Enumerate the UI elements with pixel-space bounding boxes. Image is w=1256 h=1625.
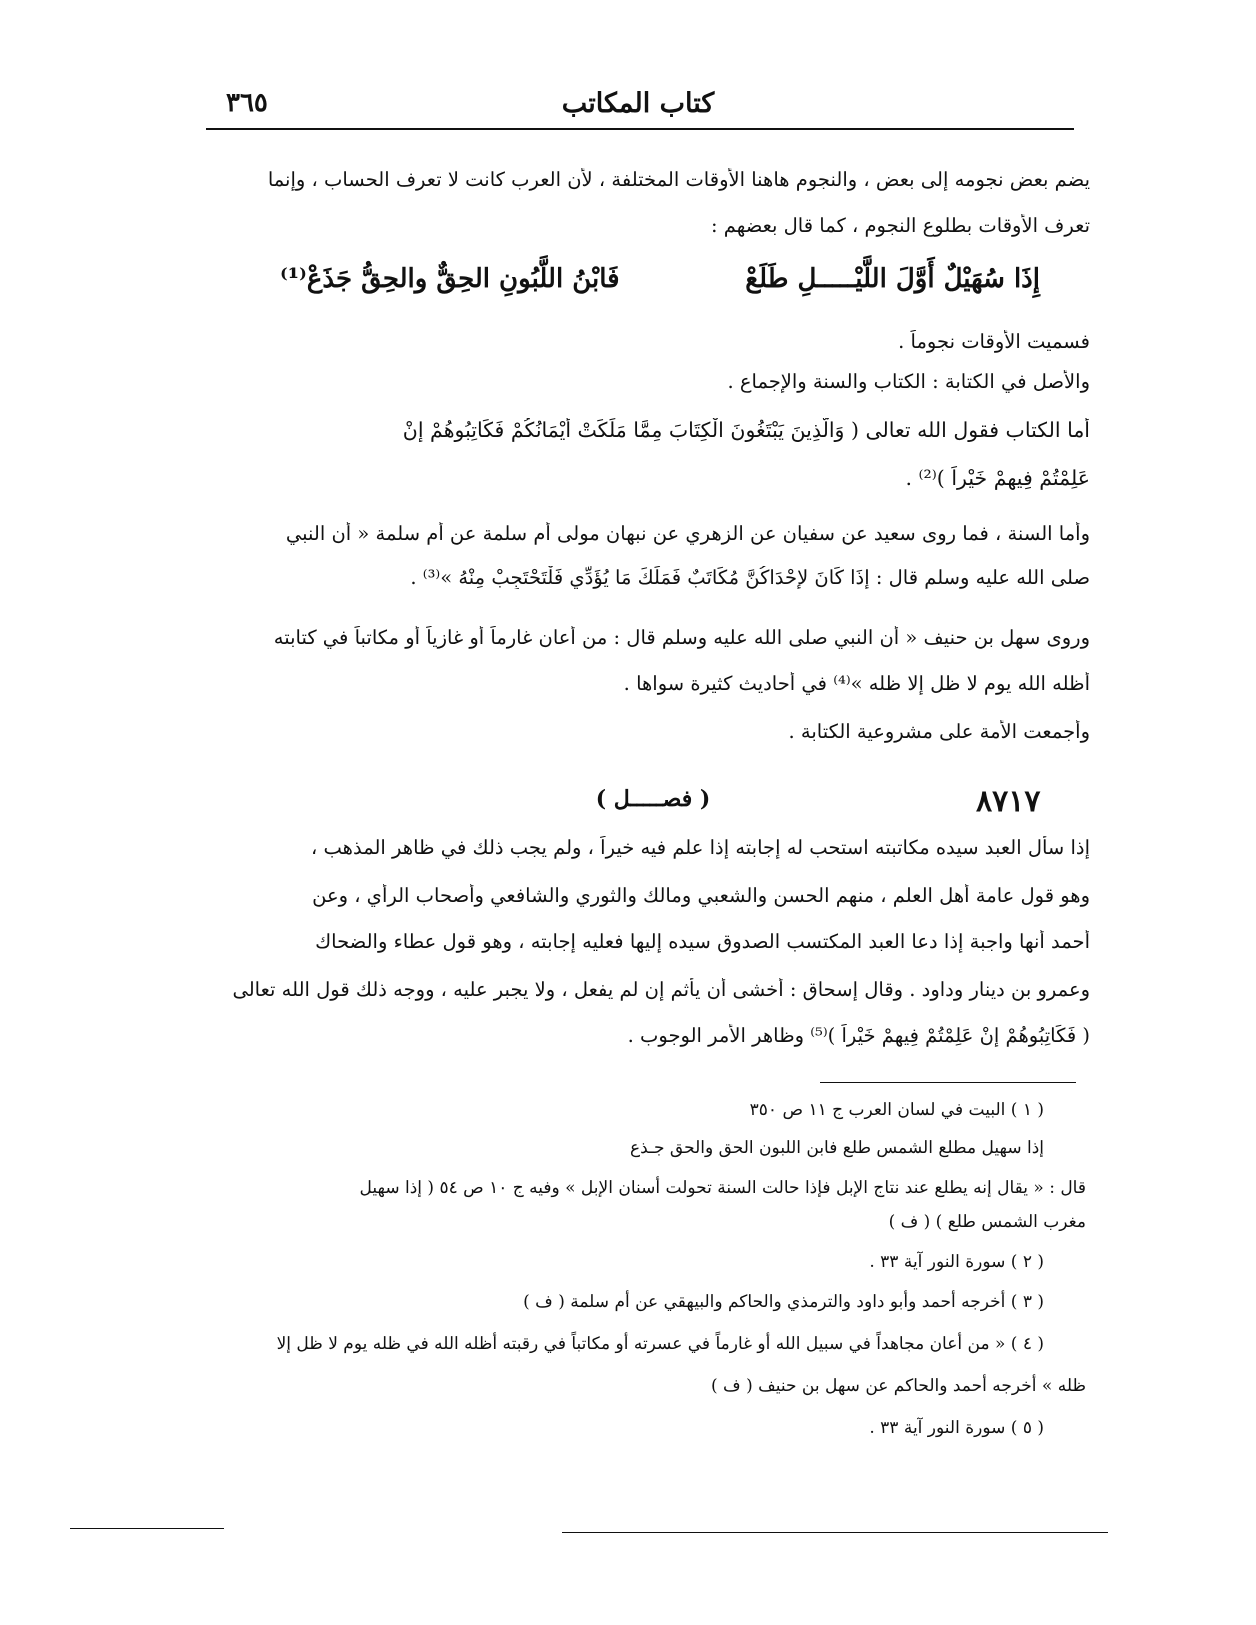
footnote-1-line-3: قال : « يقال إنه يطلع عند نتاج الإبل فإذا حالت السنة تحولت أسنان الإبل » وفيه ج ١٠ ص ٥٤ ( إذا سهيل bbox=[359, 1178, 1086, 1198]
paragraph-naming: فسميت الأوقات نجوماً . bbox=[898, 330, 1090, 353]
running-title: كتاب المكاتب bbox=[561, 88, 715, 119]
footnote-4-line-1: ( ٤ ) « من أعان مجاهداً في سبيل الله أو غارماً في عسرته أو مكاتباً في رقبته أظله الله في ظله يوم لا ظل إلا bbox=[276, 1334, 1044, 1354]
section-number: ٨٧١٧ bbox=[976, 784, 1041, 819]
footnote-2: ( ٢ ) سورة النور آية ٣٣ . bbox=[869, 1252, 1044, 1272]
section-line-1: إذا سأل العبد سيده مكاتبته استحب له إجابته إذا علم فيه خيراً ، ولم يجب ذلك في ظاهر المذهب ، bbox=[311, 836, 1090, 859]
section-line-2: وهو قول عامة أهل العلم ، منهم الحسن والشعبي ومالك والثوري والشافعي وأصحاب الرأي ، وعن bbox=[312, 884, 1090, 907]
paragraph-sunnah-line-2: صلى الله عليه وسلم قال : إِذَا كَانَ لإِحْدَاكُنَّ مُكَاتَبٌ فَمَلَكَ مَا يُؤَدِّي فَلْتَحْتَجِبْ مِنْهُ »⁽³⁾ . bbox=[410, 566, 1090, 589]
header-rule bbox=[206, 128, 1074, 130]
paragraph-consensus: وأجمعت الأمة على مشروعية الكتابة . bbox=[788, 720, 1090, 743]
page-number: ٣٦٥ bbox=[226, 88, 268, 118]
section-line-5: ( فَكَاتِبُوهُمْ إِنْ عَلِمْتُمْ فِيهِمْ خَيْراً )⁽⁵⁾ وظاهر الأمر الوجوب . bbox=[627, 1024, 1090, 1047]
paragraph-sources: والأصل في الكتابة : الكتاب والسنة والإجماع . bbox=[727, 370, 1090, 393]
footnote-5: ( ٥ ) سورة النور آية ٣٣ . bbox=[869, 1418, 1044, 1438]
intro-line-2: تعرف الأوقات بطلوع النجوم ، كما قال بعضهم : bbox=[710, 214, 1090, 237]
bottom-rule-left bbox=[70, 1528, 224, 1529]
section-line-3: أحمد أنها واجبة إذا دعا العبد المكتسب الصدوق سيده إليها فعليه إجابته ، وهو قول عطاء والضحاك bbox=[315, 930, 1090, 953]
verse-second-hemistich: فَابْنُ اللَّبُونِ الحِقٌّ والحِقُّ جَذَعْ⁽¹⁾ bbox=[280, 264, 620, 294]
section-line-4: وعمرو بن دينار وداود . وقال إسحاق : أخشى أن يأثم إن لم يفعل ، ولا يجبر عليه ، ووجه ذلك قول الله تعالى bbox=[232, 978, 1090, 1001]
footnote-1-line-1: ( ١ ) البيت في لسان العرب ج ١١ ص ٣٥٠ bbox=[749, 1100, 1044, 1120]
footnote-4-line-2: ظله » أخرجه أحمد والحاكم عن سهل بن حنيف ( ف ) bbox=[711, 1376, 1086, 1396]
footnote-3: ( ٣ ) أخرجه أحمد وأبو داود والترمذي والحاكم والبيهقي عن أم سلمة ( ف ) bbox=[523, 1292, 1044, 1312]
poetry-verse bbox=[280, 264, 1040, 304]
page-header bbox=[208, 88, 1068, 128]
footnote-1-line-2: إذا سهيل مطلع الشمس طلع فابن اللبون الحق والحق جـذع bbox=[629, 1138, 1044, 1158]
paragraph-sunnah-line-1: وأما السنة ، فما روى سعيد عن سفيان عن الزهري عن نبهان مولى أم سلمة عن أم سلمة « أن النبي bbox=[285, 522, 1090, 545]
paragraph-hadith-line-2: أظله الله يوم لا ظل إلا ظله »⁽⁴⁾ في أحاديث كثيرة سواها . bbox=[623, 672, 1090, 695]
section-title: ( فصـــــل ) bbox=[595, 786, 711, 812]
bottom-rule-right bbox=[562, 1532, 1108, 1533]
intro-line-1: يضم بعض نجومه إلى بعض ، والنجوم هاهنا الأوقات المختلفة ، لأن العرب كانت لا تعرف الحساب ، وإنما bbox=[267, 168, 1090, 191]
verse-first-hemistich: إِذَا سُهَيْلٌ أَوَّلَ اللَّيْـــــلِ طَلَعْ bbox=[745, 264, 1040, 294]
paragraph-hadith-line-1: وروى سهل بن حنيف « أن النبي صلى الله عليه وسلم قال : من أعان غارماً أو غازياً أو مكاتباً في كتابته bbox=[273, 626, 1090, 649]
footnote-1-line-4: مغرب الشمس طلع ) ( ف ) bbox=[888, 1212, 1086, 1232]
paragraph-quran-line-1: أما الكتاب فقول الله تعالى ( وَالَّذِينَ يَبْتَغُونَ الْكِتَابَ مِمَّا مَلَكَتْ أَيْمَانُكُمْ فَكَاتِبُوهُمْ إِنْ bbox=[402, 418, 1090, 442]
paragraph-quran-line-2: عَلِمْتُمْ فِيهِمْ خَيْراً )⁽²⁾ . bbox=[905, 466, 1090, 490]
footnote-rule bbox=[820, 1082, 1076, 1083]
